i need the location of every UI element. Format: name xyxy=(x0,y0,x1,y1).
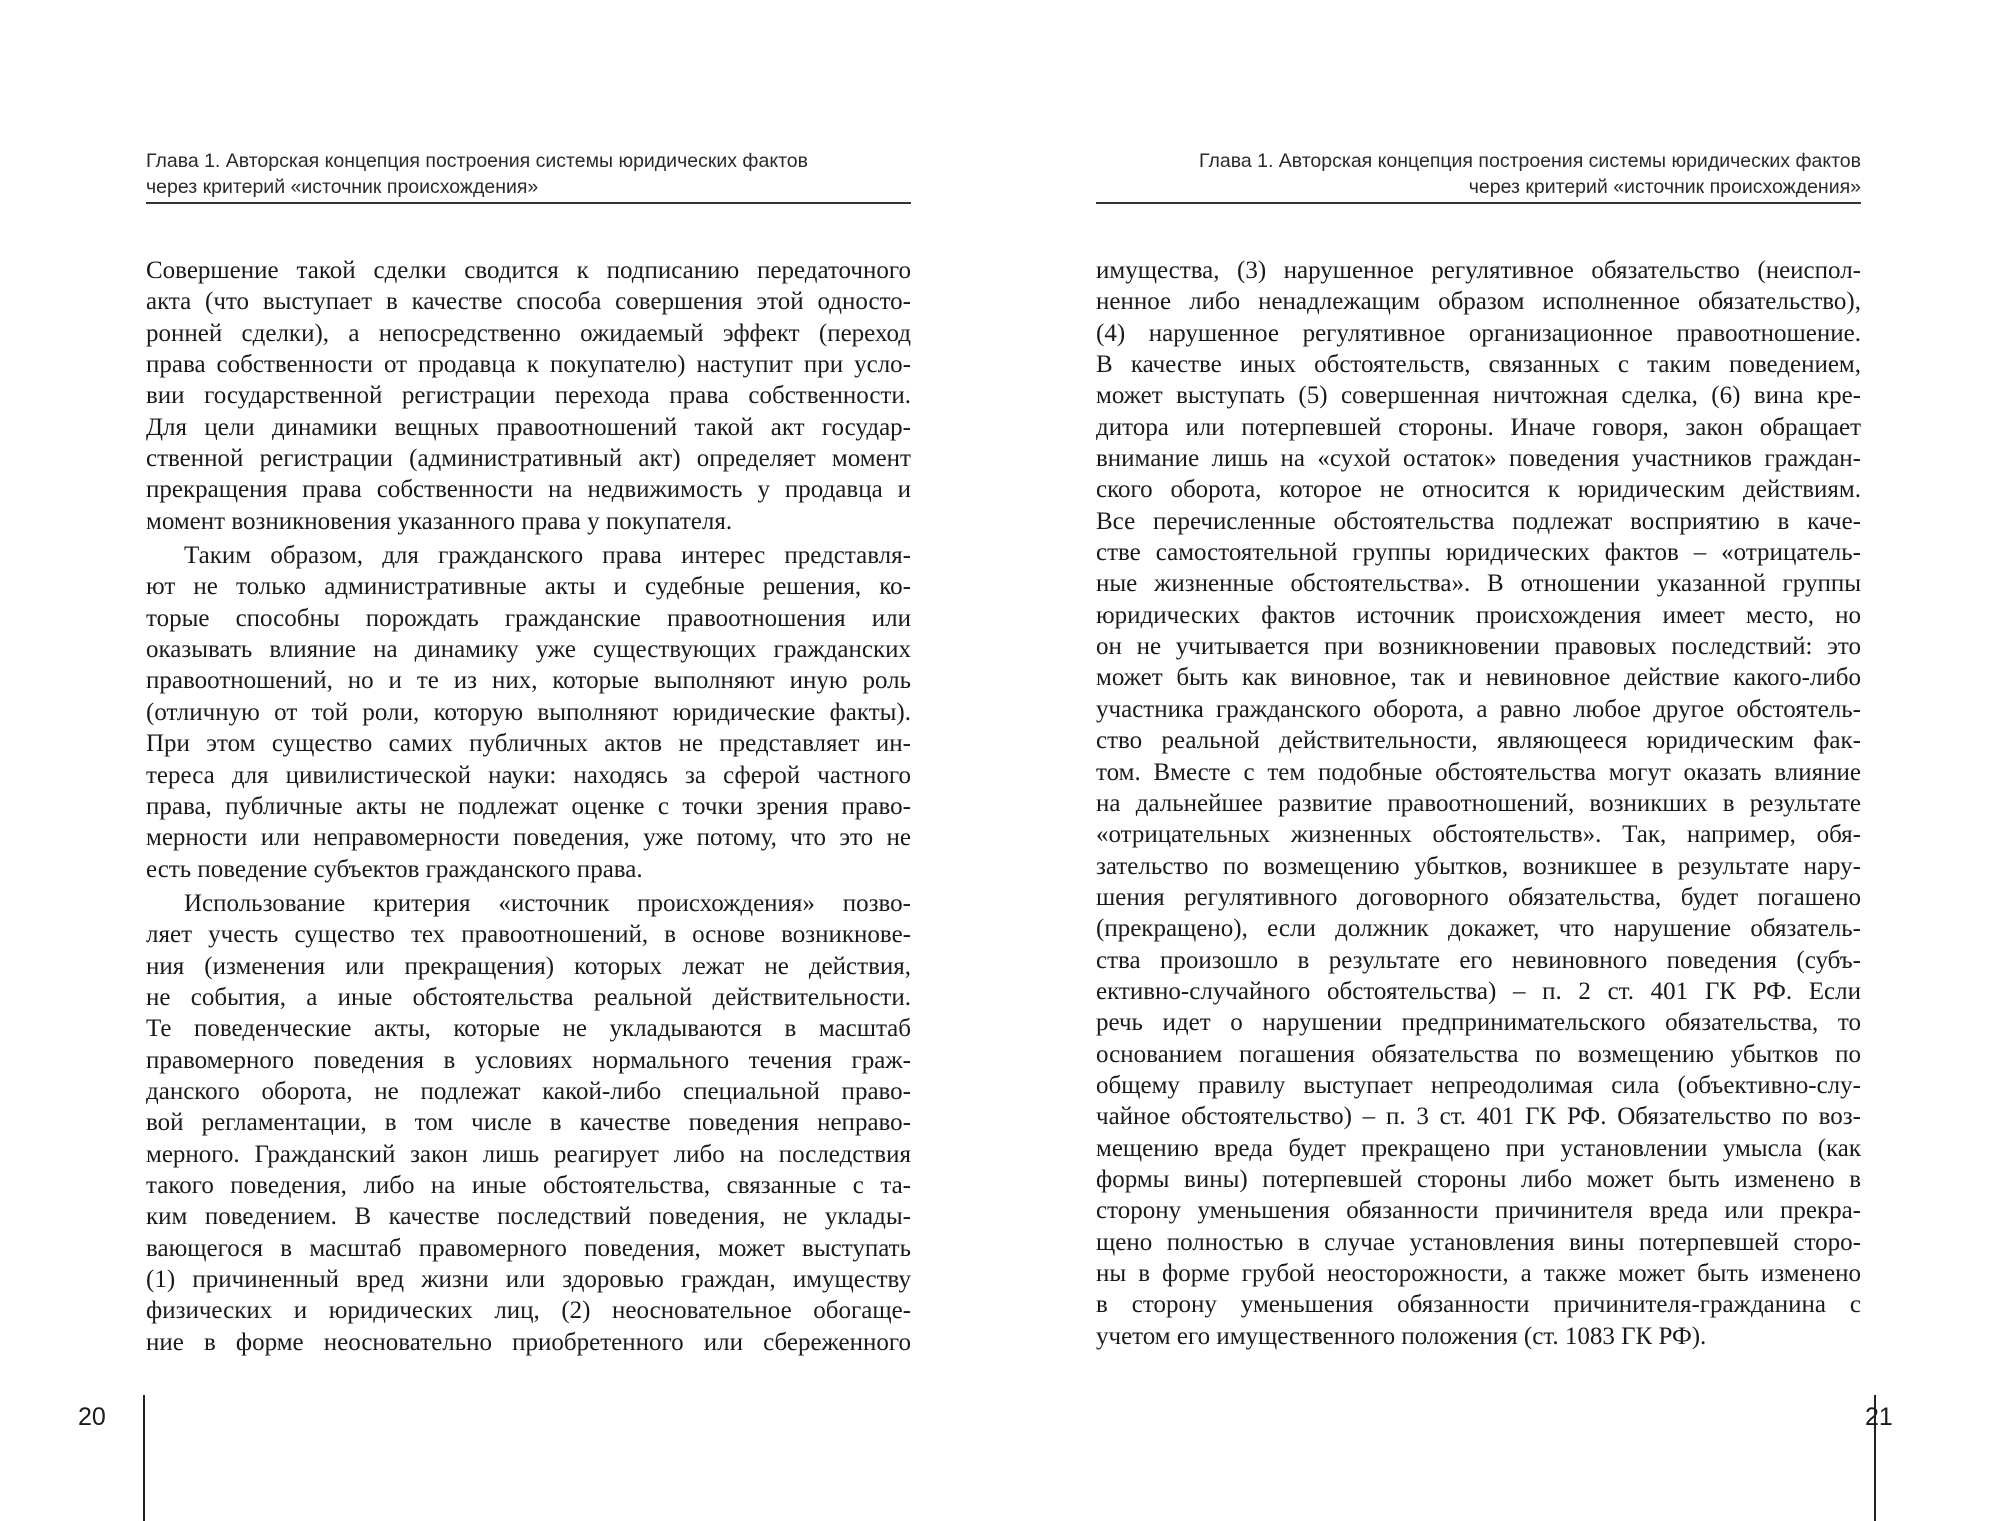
text-line: мещению вреда будет прекращено при установлении умысла (как xyxy=(1096,1134,1861,1162)
text-line: дитора или потерпевшей стороны. Иначе говоря, закон обращает xyxy=(1096,413,1861,441)
text-line: мерного. Гражданский закон лишь реагирует либо на последствия xyxy=(146,1140,911,1168)
text-line: мерности или неправомерности поведения, уже потому, что это не xyxy=(146,824,911,852)
text-line: (1) причиненный вред жизни или здоровью граждан, имуществу xyxy=(146,1266,911,1293)
text-line: ния (изменения или прекращения) которых лежат не действия, xyxy=(146,952,911,980)
text-line: чайное обстоятельство) – п. 3 ст. 401 ГК РФ. Обязательство по воз- xyxy=(1096,1103,1861,1131)
text-line: не события, а иные обстоятельства реальной действительности. xyxy=(146,983,911,1011)
text-line: стве самостоятельной группы юридических фактов – «отрицатель- xyxy=(1096,539,1861,567)
text-line: вии государственной регистрации перехода права собственности. xyxy=(146,382,911,410)
text-line: ективно-случайного обстоятельства) – п. 2 ст. 401 ГК РФ. Если xyxy=(1096,977,1861,1005)
text-line: При этом существо самих публичных актов не представляет ин- xyxy=(146,730,911,758)
body-text xyxy=(1096,255,1861,1352)
right-page xyxy=(1000,0,2000,1521)
text-line: данского оборота, не подлежат какой-либо специальной право- xyxy=(146,1077,911,1105)
running-head-line: Глава 1. Авторская концепция построения системы юридических фактов xyxy=(146,150,808,172)
text-line: вающегося в масштаб правомерного поведения, может выступать xyxy=(146,1234,911,1262)
text-line: ные жизненные обстоятельства». В отношении указанной группы xyxy=(1096,570,1861,598)
text-line: может выступать (5) совершенная ничтожная сделка, (6) вина кре- xyxy=(1096,382,1861,410)
text-line: ние в форме неосновательно приобретенного или сбереженного xyxy=(146,1328,911,1356)
text-line: (прекращено), если должник докажет, что нарушение обязатель- xyxy=(1096,915,1861,943)
text-line: шения регулятивного договорного обязательства, будет погашено xyxy=(1096,883,1861,911)
text-line: ненное либо ненадлежащим образом исполненное обязательство), xyxy=(1096,288,1861,316)
text-line: общему правилу выступает непреодолимая сила (объективно-слу- xyxy=(1096,1071,1861,1099)
text-line: прекращения права собственности на недвижимость у продавца и xyxy=(146,476,911,504)
text-line: ронней сделки), а непосредственно ожидаемый эффект (переход xyxy=(146,319,911,347)
text-line: такого поведения, либо на иные обстоятельства, связанные с та- xyxy=(146,1171,911,1199)
text-line: права, публичные акты не подлежат оценке с точки зрения право- xyxy=(146,792,911,820)
text-line: сторону уменьшения обязанности причинителя вреда или прекра- xyxy=(1096,1197,1861,1225)
text-line: момент возникновения указанного права у покупателя. xyxy=(146,507,733,535)
text-line: оказывать влияние на динамику уже существующих гражданских xyxy=(146,636,911,664)
header-divider xyxy=(146,202,911,204)
text-line: в сторону уменьшения обязанности причинителя-гражданина с xyxy=(1096,1291,1861,1319)
text-line: Для цели динамики вещных правоотношений такой акт государ- xyxy=(146,413,911,441)
text-line: есть поведение субъектов гражданского права. xyxy=(146,855,643,883)
text-line: речь идет о нарушении предпринимательского обязательства, то xyxy=(1096,1009,1861,1037)
text-line: «отрицательных жизненных обстоятельств». Так, например, обя- xyxy=(1096,821,1861,849)
text-line: ляет учесть существо тех правоотношений, в основе возникнове- xyxy=(146,921,911,949)
running-head-line: через критерий «источник происхождения» xyxy=(146,176,539,198)
text-line: (отличную от той роли, которую выполняют юридические факты). xyxy=(146,698,911,726)
text-line: физических и юридических лиц, (2) неосновательное обогаще- xyxy=(146,1297,911,1325)
text-line: основанием погашения обязательства по возмещению убытков по xyxy=(1096,1040,1861,1068)
text-line: том. Вместе с тем подобные обстоятельства могут оказать влияние xyxy=(1096,758,1861,786)
text-line: Использование критерия «источник происхождения» позво- xyxy=(184,889,911,917)
text-line: на дальнейшее развитие правоотношений, возникших в результате xyxy=(1096,789,1861,817)
text-line: правомерного поведения в условиях нормального течения граж- xyxy=(146,1046,911,1074)
margin-rule xyxy=(143,1395,145,1521)
text-line: В качестве иных обстоятельств, связанных с таким поведением, xyxy=(1096,351,1861,379)
text-line: щено полностью в случае установления вины потерпевшей сторо- xyxy=(1096,1228,1861,1256)
running-head-line: Глава 1. Авторская концепция построения системы юридических фактов xyxy=(1199,150,1861,172)
text-line: (4) нарушенное регулятивное организационное правоотношение. xyxy=(1096,319,1861,347)
text-line: права собственности от продавца к покупателю) наступит при усло- xyxy=(146,351,911,379)
running-head xyxy=(146,148,911,200)
text-line: тереса для цивилистической науки: находясь за сферой частного xyxy=(146,761,911,789)
text-line: учетом его имущественного положения (ст. 1083 ГК РФ). xyxy=(1096,1322,1707,1350)
running-head-line: через критерий «источник происхождения» xyxy=(1468,176,1861,198)
text-line: может быть как виновное, так и невиновное действие какого-либо xyxy=(1096,664,1861,692)
text-line: зательство по возмещению убытков, возникшее в результате нару- xyxy=(1096,852,1861,880)
text-line: Те поведенческие акты, которые не укладываются в масштаб xyxy=(146,1015,911,1043)
text-line: Все перечисленные обстоятельства подлежат восприятию в каче- xyxy=(1096,507,1861,535)
header-divider xyxy=(1096,202,1861,204)
text-line: Совершение такой сделки сводится к подписанию передаточного xyxy=(146,257,911,284)
text-line: он не учитывается при возникновении правовых последствий: это xyxy=(1096,633,1861,661)
text-line: торые способны порождать гражданские правоотношения или xyxy=(146,604,911,632)
text-line: ства произошло в результате его невиновного поведения (субъ- xyxy=(1096,946,1861,974)
page-number: 20 xyxy=(78,1403,106,1431)
text-line: юридических фактов источник происхождения имеет место, но xyxy=(1096,601,1861,629)
text-line: правоотношений, но и те из них, которые выполняют иную роль xyxy=(146,667,911,695)
text-line: ким поведением. В качестве последствий поведения, не уклады- xyxy=(146,1203,911,1231)
text-line: формы вины) потерпевшей стороны либо может быть изменено в xyxy=(1096,1165,1861,1193)
text-line: ны в форме грубой неосторожности, а также может быть изменено xyxy=(1096,1260,1861,1287)
page-number: 21 xyxy=(1865,1403,1893,1431)
text-line: Таким образом, для гражданского права интерес представля- xyxy=(184,542,911,570)
text-line: вой регламентации, в том числе в качестве поведения неправо- xyxy=(146,1109,911,1137)
text-line: ственной регистрации (административный акт) определяет момент xyxy=(146,445,911,473)
body-text xyxy=(146,255,911,1358)
text-line: ство реальной действительности, являющееся юридическим фак- xyxy=(1096,727,1861,755)
margin-rule xyxy=(1874,1395,1876,1521)
text-line: акта (что выступает в качестве способа совершения этой односто- xyxy=(146,288,911,316)
text-line: ского оборота, которое не относится к юридическим действиям. xyxy=(1096,476,1861,504)
running-head xyxy=(1096,148,1861,200)
text-line: имущества, (3) нарушенное регулятивное обязательство (неиспол- xyxy=(1096,257,1861,284)
text-line: внимание лишь на «сухой остаток» поведения участников граждан- xyxy=(1096,445,1861,473)
text-line: ют не только административные акты и судебные решения, ко- xyxy=(146,573,911,601)
text-line: участника гражданского оборота, а равно любое другое обстоятель- xyxy=(1096,695,1861,723)
